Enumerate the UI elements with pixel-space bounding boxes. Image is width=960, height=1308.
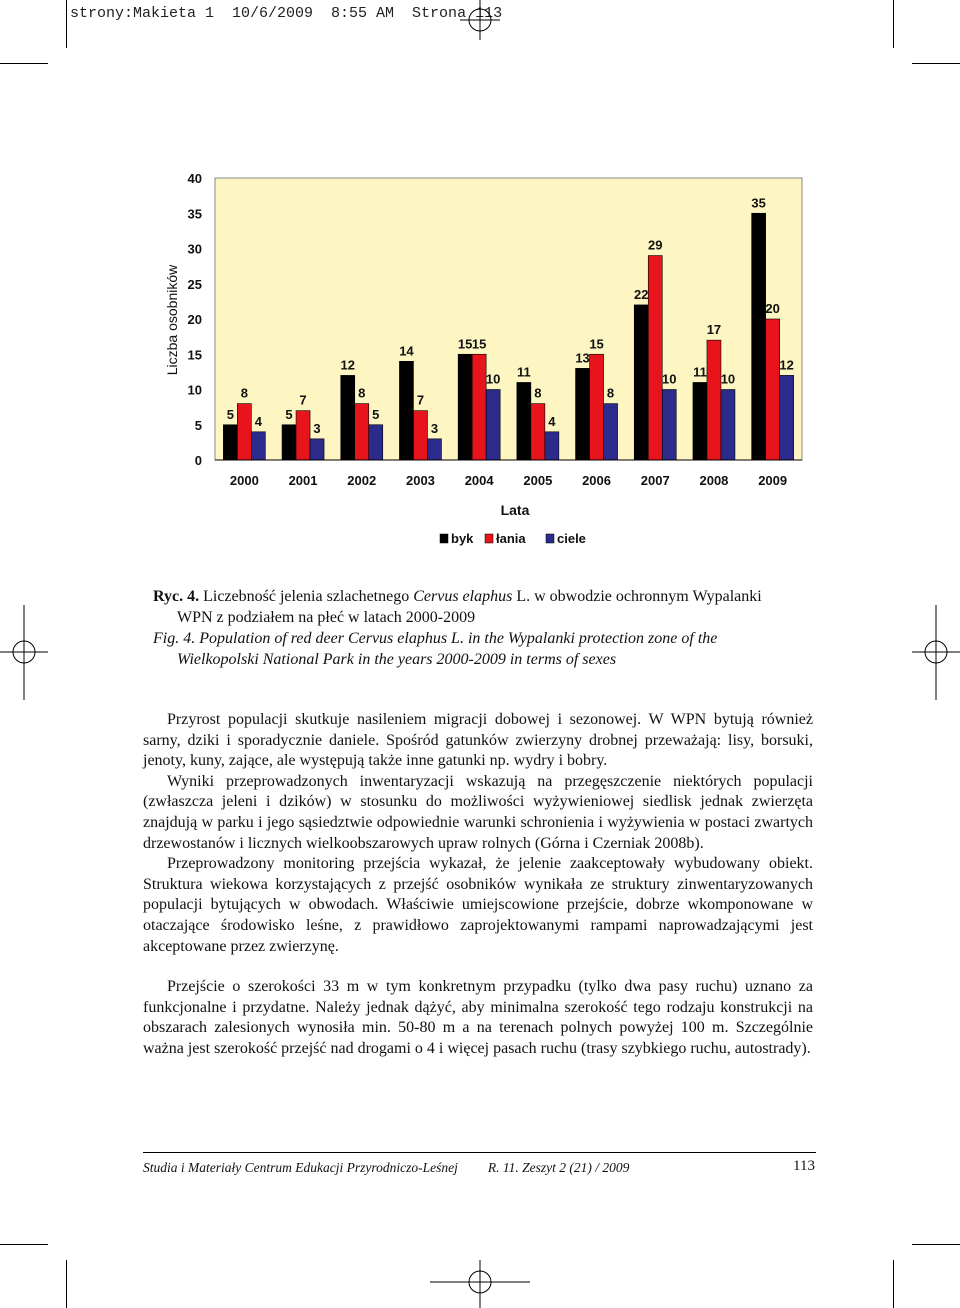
y-axis-label: Liczba osobników <box>164 264 180 376</box>
registration-mark-bottom <box>430 1260 530 1308</box>
caption-en-line-1: Fig. 4. Population of red deer Cervus elaphus L. in the Wypalanki protection zone of the <box>153 630 718 647</box>
bar-byk-2000 <box>223 425 237 460</box>
bar-ciele-2006 <box>604 404 618 460</box>
paragraph: Przyrost populacji skutkuje nasileniem migracji dobowej i sezonowej. W WPN bytują również sarny, dziki i sporadycznie daniele. Spośród gatunków zwierzyny drobnej przeważają: lisy, borsuki, jenoty, kuny, zające, ale występują także inne gatunki np. wydry i bobry. <box>143 711 813 770</box>
bar-value-label: 8 <box>358 385 366 401</box>
bar-łania-2000 <box>237 404 251 460</box>
x-tick-label: 2000 <box>229 473 259 488</box>
bar-value-label: 14 <box>399 343 414 359</box>
legend-swatch-byk <box>440 534 448 543</box>
crop-mark-top-left-h <box>0 63 48 64</box>
x-axis-label: Lata <box>500 502 530 518</box>
bar-value-label: 10 <box>662 371 677 387</box>
bar-ciele-2004 <box>486 390 500 461</box>
x-tick-label: 2004 <box>464 473 494 488</box>
x-tick-label: 2002 <box>347 473 377 488</box>
page-number: 113 <box>793 1158 815 1174</box>
paragraph: Przeprowadzony monitoring przejścia wykazał, że jelenie zaakceptowały wybudowany obiekt. Struktura wiekowa korzystających z przejść osobników wynikała ze struktury zinwentaryzowanych populacji bytujących w obwodach. Właściwie umiejscowione przejście, dobrze wkomponowane w otaczające środowisko leśne, z prawidłowo zaprojektowanymi rampami naprowadzającymi jest akceptowane przez zwierzynę. <box>143 855 813 955</box>
caption-en-line-2: Wielkopolski National Park in the years 2000-2009 in terms of sexes <box>177 651 617 668</box>
caption-line-2: WPN z podziałem na płeć w latach 2000-2009 <box>177 609 476 626</box>
y-tick-label: 35 <box>187 206 202 222</box>
bar-łania-2006 <box>590 354 604 460</box>
bar-ciele-2003 <box>427 439 441 460</box>
bar-byk-2007 <box>634 305 648 460</box>
bar-value-label: 8 <box>534 385 542 401</box>
figure-caption <box>153 586 818 670</box>
y-tick-label: 10 <box>187 382 202 398</box>
legend-label: byk <box>451 531 474 546</box>
crop-mark-top-left-v <box>66 0 67 48</box>
bar-łania-2004 <box>472 354 486 460</box>
bar-value-label: 3 <box>430 420 439 436</box>
x-tick-label: 2003 <box>405 473 435 488</box>
bar-value-label: 4 <box>548 413 556 429</box>
bar-value-label: 20 <box>765 301 780 316</box>
bar-łania-2007 <box>648 256 662 460</box>
print-slug: strony:Makieta 1 10/6/2009 8:55 AM Strona 113 <box>70 5 503 22</box>
bar-value-label: 15 <box>589 336 604 352</box>
x-tick-label: 2009 <box>758 473 788 488</box>
journal-volume: R. 11. Zeszyt 2 (21) / 2009 <box>487 1160 630 1175</box>
bar-value-label: 8 <box>606 385 615 401</box>
legend-label: ciele <box>557 531 586 546</box>
registration-mark-left <box>0 605 48 700</box>
y-tick-label: 15 <box>187 347 202 363</box>
bar-value-label: 22 <box>634 286 649 302</box>
bar-value-label: 11 <box>693 364 707 380</box>
bar-value-label: 3 <box>313 420 321 436</box>
x-tick-label: 2007 <box>640 473 670 488</box>
bar-value-label: 13 <box>575 350 590 366</box>
x-tick-label: 2006 <box>582 473 612 488</box>
bar-ciele-2007 <box>662 390 676 461</box>
caption-text-part: L. w obwodzie ochronnym Wypalanki <box>512 588 762 605</box>
y-tick-label: 0 <box>194 453 202 468</box>
bar-łania-2005 <box>531 404 545 460</box>
crop-mark-bottom-right-v <box>893 1260 894 1308</box>
bar-value-label: 5 <box>226 406 234 422</box>
bar-value-label: 5 <box>372 406 380 422</box>
population-chart <box>150 160 830 560</box>
bar-value-label: 12 <box>340 357 355 373</box>
crop-mark-bottom-left-h <box>0 1244 48 1245</box>
bar-chart-svg <box>150 160 830 560</box>
caption-species: Cervus elaphus <box>413 588 513 605</box>
legend-label: łania <box>496 531 526 546</box>
bar-value-label: 29 <box>648 237 663 253</box>
registration-mark-top <box>460 0 500 40</box>
y-tick-label: 20 <box>187 312 202 327</box>
bar-value-label: 10 <box>720 371 736 387</box>
bar-value-label: 4 <box>254 413 262 429</box>
running-footer <box>143 1160 629 1176</box>
bar-ciele-2000 <box>251 432 265 460</box>
journal-name: Studia i Materiały Centrum Edukacji Przyrodniczo-Leśnej <box>143 1160 458 1175</box>
y-tick-label: 25 <box>187 276 202 292</box>
bar-byk-2003 <box>399 361 413 460</box>
bar-byk-2005 <box>517 382 531 460</box>
bar-byk-2008 <box>693 382 707 460</box>
caption-figure-number: Ryc. 4. <box>153 588 200 605</box>
y-tick-label: 40 <box>187 171 202 186</box>
bar-łania-2008 <box>707 340 721 460</box>
bar-byk-2002 <box>341 375 355 460</box>
bar-value-label: 15 <box>457 336 473 352</box>
bar-ciele-2008 <box>721 390 735 461</box>
bar-value-label: 10 <box>485 371 501 387</box>
bar-value-label: 35 <box>751 195 766 211</box>
paragraph: Wyniki przeprowadzonych inwentaryzacji wskazują na przegęszczenie niektórych populacji (zwłaszcza jeleni i dzików) w stosunku do możliwości wyżywieniowej siedlisk jednak zwierzęta znajdują w parku i jego sąsiedztwie odpowiednie warunki schronienia i wyżywienia w postaci zwartych drzewostanów i licznych wielkoobszarowych upraw rolnych (Górna i Czerniak 2008b). <box>143 772 813 852</box>
paragraph: Przejście o szerokości 33 m w tym konkretnym przypadku (tylko dwa pasy ruchu) uznano za funkcjonalne i przydatne. Należy jednak dążyć, aby minimalna szerokość tego rodzaju konstrukcji na obszarach zalesionych wynosiła min. 50-80 m a na terenach polnych powyżej 100 m. Szczególnie ważna jest szerokość przejść nad drogami o 4 i więcej pasach ruchu (trasy szybkiego ruchu, autostrady). <box>143 978 813 1057</box>
y-tick-label: 30 <box>187 241 202 257</box>
bar-value-label: 7 <box>416 392 425 408</box>
footer-rule <box>143 1152 816 1153</box>
crop-mark-top-right-v <box>893 0 894 48</box>
legend-swatch-ciele <box>546 534 554 543</box>
bar-byk-2004 <box>458 354 472 460</box>
x-tick-label: 2008 <box>699 473 729 488</box>
bar-byk-2009 <box>752 213 766 460</box>
x-tick-label: 2005 <box>523 473 553 488</box>
bar-value-label: 7 <box>299 392 307 408</box>
bar-byk-2001 <box>282 425 296 460</box>
bar-value-label: 17 <box>706 322 722 338</box>
bar-value-label: 5 <box>285 406 293 422</box>
bar-ciele-2005 <box>545 432 559 460</box>
bar-ciele-2009 <box>780 375 794 460</box>
bar-ciele-2001 <box>310 439 324 460</box>
crop-mark-bottom-left-v <box>66 1260 67 1308</box>
bar-łania-2001 <box>296 411 310 460</box>
bar-value-label: 11 <box>516 364 531 380</box>
registration-mark-right <box>912 605 960 700</box>
legend-swatch-łania <box>485 534 493 543</box>
bar-value-label: 12 <box>779 357 794 373</box>
bar-łania-2003 <box>413 411 427 460</box>
bar-ciele-2002 <box>369 425 383 460</box>
bar-byk-2006 <box>576 368 590 460</box>
caption-text-part: Liczebność jelenia szlachetnego <box>199 588 414 605</box>
bar-łania-2002 <box>355 404 369 460</box>
bar-value-label: 8 <box>240 385 248 401</box>
bar-value-label: 15 <box>471 336 487 352</box>
crop-mark-bottom-right-h <box>912 1244 960 1245</box>
chart-legend <box>440 531 586 546</box>
article-body <box>143 710 813 1060</box>
y-tick-label: 5 <box>194 417 202 433</box>
x-tick-label: 2001 <box>288 473 318 488</box>
bar-łania-2009 <box>766 319 780 460</box>
crop-mark-top-right-h <box>912 63 960 64</box>
